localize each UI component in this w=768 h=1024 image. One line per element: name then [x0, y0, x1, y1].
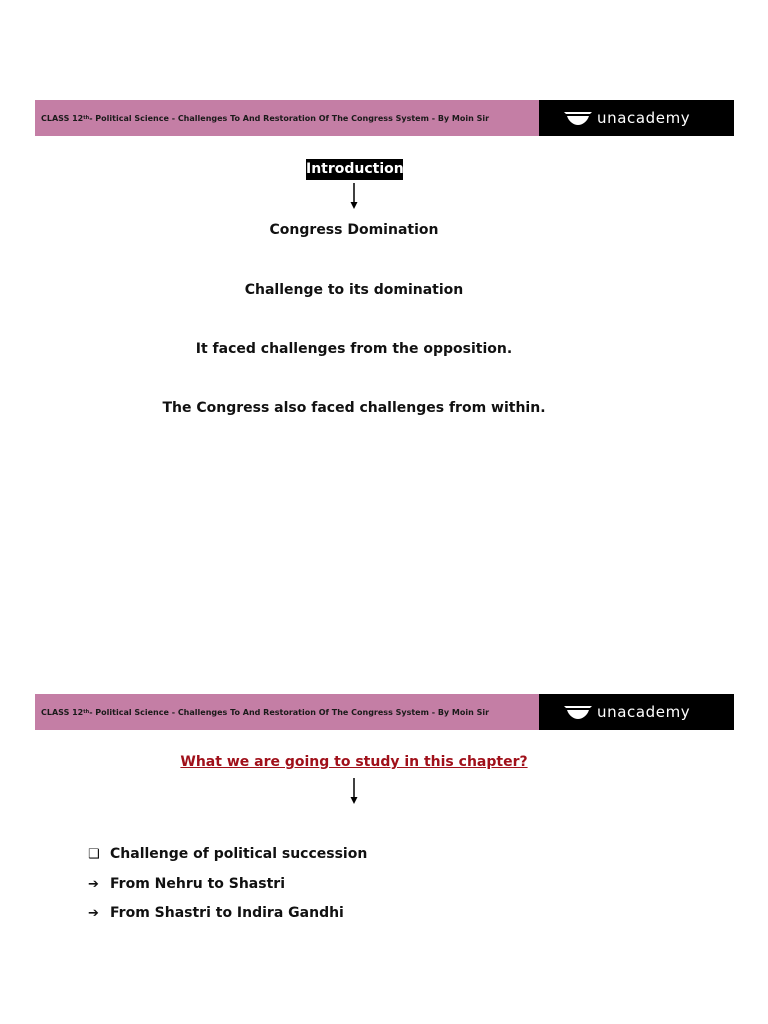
list-item-nehru-to-shastri	[88, 876, 285, 892]
list-item-political-succession	[88, 846, 367, 862]
list-item-shastri-to-indira	[88, 905, 344, 921]
list-item-text: From Nehru to Shastri	[110, 876, 285, 892]
intro-line-1: Congress Domination	[269, 222, 439, 238]
banner-title-post: - Political Science - Challenges To And Restoration Of The Congress System - By Moin Sir	[89, 707, 490, 717]
arrow-bullet-icon: ➔	[88, 905, 99, 921]
intro-line-2: Challenge to its domination	[244, 282, 464, 298]
logo-text: unacademy	[597, 703, 691, 721]
banner-title-2: CLASS 12 th - Political Science - Challenges To And Restoration Of The Congress System - By Moin Sir	[35, 694, 539, 730]
arrow-bullet-icon: ➔	[88, 876, 99, 892]
checkbox-bullet-icon: ❑	[88, 846, 100, 862]
banner-title-pre: CLASS 12	[41, 113, 84, 123]
banner-title-post: - Political Science - Challenges To And Restoration Of The Congress System - By Moin Sir	[89, 113, 490, 123]
unacademy-logo-2	[539, 694, 734, 730]
banner-title-pre: CLASS 12	[41, 707, 84, 717]
banner-title: CLASS 12 th - Political Science - Challenges To And Restoration Of The Congress System - By Moin Sir	[35, 100, 539, 136]
chapter-study-heading: What we are going to study in this chapter?	[180, 754, 528, 770]
down-arrow-icon	[349, 183, 359, 209]
intro-line-4: The Congress also faced challenges from within.	[162, 400, 546, 416]
header-banner-2	[35, 694, 734, 730]
down-arrow-icon	[349, 778, 359, 804]
intro-line-3: It faced challenges from the opposition.	[195, 341, 513, 357]
unacademy-logo	[539, 100, 734, 136]
unacademy-logo-icon	[563, 704, 593, 720]
logo-text: unacademy	[597, 109, 691, 127]
unacademy-logo-icon	[563, 110, 593, 126]
list-item-text: Challenge of political succession	[110, 846, 368, 862]
introduction-heading: Introduction:	[306, 159, 403, 180]
list-item-text: From Shastri to Indira Gandhi	[110, 905, 344, 921]
header-banner	[35, 100, 734, 136]
